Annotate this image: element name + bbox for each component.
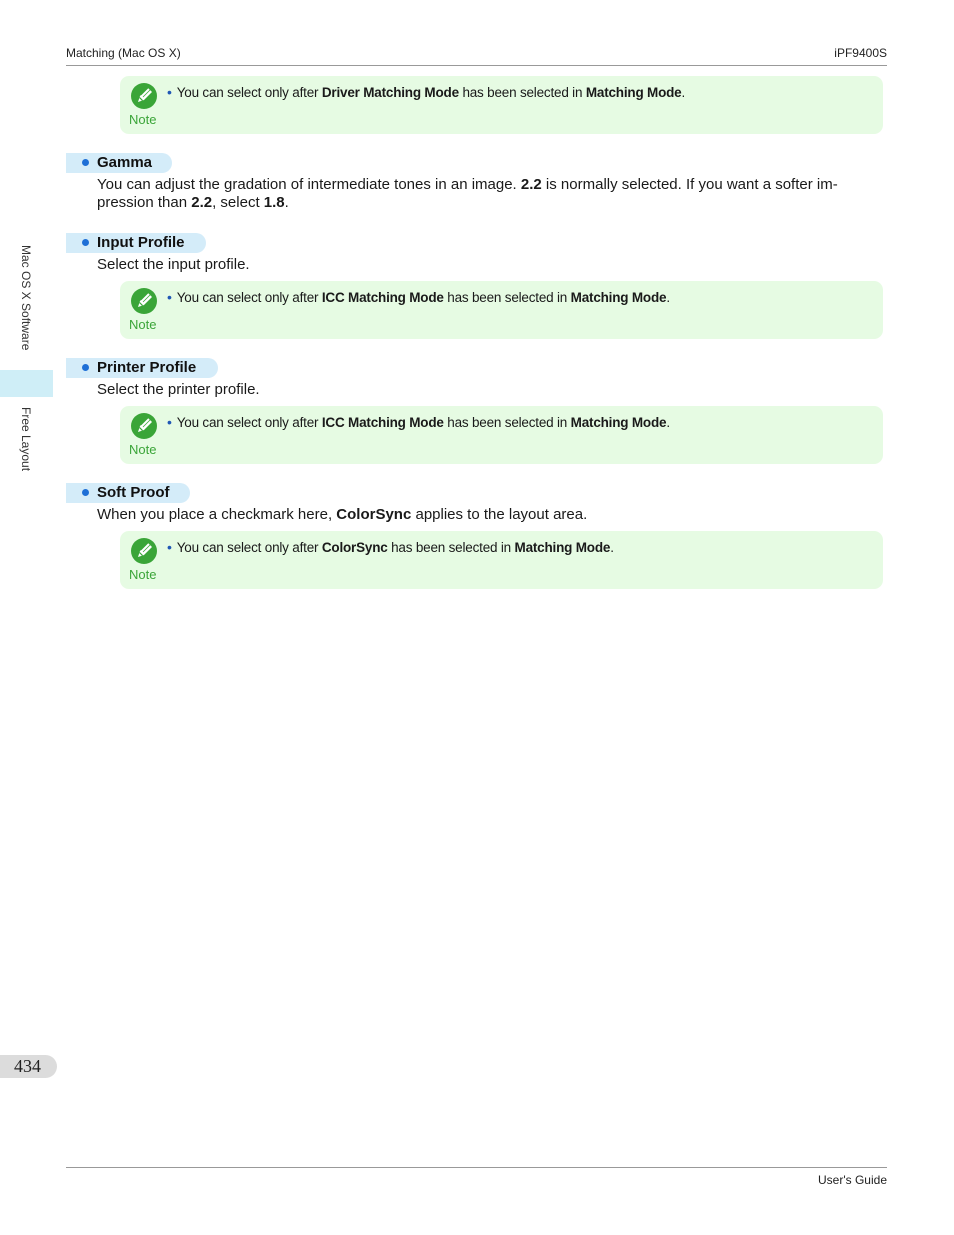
header-divider	[66, 65, 887, 66]
note-text-part: You can select only after	[176, 85, 322, 100]
pencil-note-icon	[130, 287, 158, 315]
note-text	[167, 414, 670, 430]
printer-profile-description: Select the printer profile.	[97, 381, 260, 398]
body-text-part: .	[284, 194, 289, 211]
running-header-model: iPF9400S	[834, 46, 887, 60]
note-box	[120, 406, 883, 464]
note-bold-term: Matching Mode	[514, 540, 611, 555]
footer-divider	[66, 1167, 887, 1168]
note-bold-term: Matching Mode	[585, 85, 682, 100]
section-heading-text: Printer Profile	[97, 359, 197, 376]
note-text-part: has been selected in	[387, 540, 515, 555]
bullet-dot-icon	[82, 159, 89, 166]
note-text-part: You can select only after	[176, 415, 322, 430]
bullet-dot-icon	[82, 489, 89, 496]
bullet-dot-icon: •	[167, 289, 172, 305]
note-text	[167, 539, 614, 555]
note-box	[120, 76, 883, 134]
bullet-dot-icon: •	[167, 414, 172, 430]
section-heading-printer-profile	[66, 358, 218, 378]
note-bold-term: ColorSync	[321, 540, 388, 555]
bullet-dot-icon: •	[167, 539, 172, 555]
note-label: Note	[129, 317, 157, 332]
body-text-part: is normally selected. If you want a softer im-pression than	[97, 176, 838, 211]
pencil-note-icon	[130, 412, 158, 440]
section-heading-text: Input Profile	[97, 234, 185, 251]
input-profile-description: Select the input profile.	[97, 256, 250, 273]
running-header-title: Matching (Mac OS X)	[66, 46, 181, 60]
section-heading-gamma	[66, 153, 172, 173]
note-label: Note	[129, 112, 157, 127]
note-bold-term: ICC Matching Mode	[321, 290, 444, 305]
note-text	[167, 84, 685, 100]
body-bold-term: 1.8	[263, 194, 285, 211]
soft-proof-description	[97, 506, 877, 524]
note-bold-term: Matching Mode	[570, 290, 667, 305]
side-tab-mac-os-x-software[interactable]: Mac OS X Software	[19, 245, 33, 351]
section-heading-input-profile	[66, 233, 206, 253]
note-text-part: You can select only after	[176, 540, 322, 555]
note-text-part: has been selected in	[443, 290, 571, 305]
side-tab-marker	[0, 370, 53, 397]
note-text-part: .	[681, 85, 686, 100]
note-text-part: .	[666, 290, 670, 305]
gamma-description	[97, 176, 877, 212]
note-text	[167, 289, 670, 305]
body-text-part: applies to the layout area.	[411, 506, 588, 523]
note-text-part: has been selected in	[443, 415, 571, 430]
section-heading-soft-proof	[66, 483, 190, 503]
note-label: Note	[129, 442, 157, 457]
side-tab-free-layout[interactable]: Free Layout	[19, 407, 33, 472]
note-text-part: .	[666, 415, 670, 430]
body-bold-term: 2.2	[520, 176, 542, 193]
pencil-note-icon	[130, 82, 158, 110]
body-text-part: You can adjust the gradation of intermediate tones in an image.	[97, 176, 521, 193]
note-bold-term: Matching Mode	[570, 415, 667, 430]
note-box	[120, 281, 883, 339]
bullet-dot-icon	[82, 364, 89, 371]
body-bold-term: ColorSync	[336, 506, 412, 523]
pencil-note-icon	[130, 537, 158, 565]
note-box	[120, 531, 883, 589]
page-number: 434	[0, 1055, 57, 1078]
note-bold-term: ICC Matching Mode	[321, 415, 444, 430]
note-text-part: .	[610, 540, 614, 555]
note-text-part: has been selected in	[458, 85, 586, 100]
bullet-dot-icon: •	[167, 84, 172, 100]
section-heading-text: Soft Proof	[97, 484, 170, 501]
bullet-dot-icon	[82, 239, 89, 246]
note-text-part: You can select only after	[176, 290, 322, 305]
section-heading-text: Gamma	[97, 154, 153, 171]
body-text-part: When you place a checkmark here,	[97, 506, 337, 523]
body-bold-term: 2.2	[191, 194, 213, 211]
note-label: Note	[129, 567, 157, 582]
footer-guide-title: User's Guide	[818, 1173, 887, 1187]
body-text-part: , select	[212, 194, 264, 211]
note-bold-term: Driver Matching Mode	[321, 85, 459, 100]
